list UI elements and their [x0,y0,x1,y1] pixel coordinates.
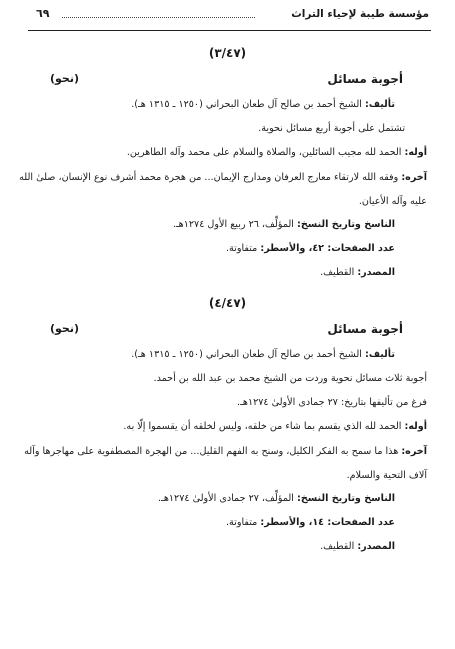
description-line: تشتمل على أجوبة أربع مسائل نحوية. [258,123,405,134]
entry-number: (٤/٤٧) [208,296,247,310]
source-label: المصدر: [357,267,395,278]
header-rule [28,30,431,31]
author-line [20,98,395,112]
copyist-value: المؤلِّف، ٢٧ جمادى الأولىٰ ١٢٧٤هـ. [157,493,294,504]
entry-category: (نحو) [50,72,80,85]
completion-line: فرغ من تأليفها بتاريخ: ٢٧ جمادى الأولىٰ ١٢٧٤هـ. [237,397,427,408]
entry-number: (٣/٤٧) [208,46,247,60]
incipit-line [20,146,427,160]
page-number: ٦٩ [36,7,50,20]
source-label: المصدر: [357,541,395,552]
incipit-label: أوله: [404,147,427,158]
pages-value: متفاوتة. [225,517,258,528]
source-line [20,266,395,280]
source-line [20,540,395,554]
pages-label: عدد الصفحات: ٤٢، والأسطر: [260,243,395,254]
author-line [20,348,395,362]
copyist-line [20,492,395,506]
copyist-label: الناسخ وتاريخ النسخ: [297,493,395,504]
author-value: الشيخ أحمد بن صالح آل طعان البحراني (١٢٥٠ ـ ١٣١٥ هـ). [131,349,362,360]
running-header-title: مؤسسة طيبة لإحياء التراث [291,8,429,20]
incipit-line [20,420,427,434]
author-label: تأليف: [365,349,395,360]
copyist-label: الناسخ وتاريخ النسخ: [297,219,395,230]
incipit-value: الحمد لله مجيب السائلين، والصلاة والسلام على محمد وآله الطاهرين. [126,147,402,158]
explicit-label: آخره: [401,172,427,183]
author-label: تأليف: [365,99,395,110]
copyist-value: المؤلِّف، ٢٦ ربيع الأول ١٢٧٤هـ. [172,219,294,230]
incipit-value: الحمد لله الذي يقسم بما شاء من خلقه، وليس لخلقه أن يقسموا إلّا به. [123,421,402,432]
source-value: القطيف. [320,267,355,278]
description-line: أجوبة ثلاث مسائل نحوية وردت من الشيخ محمد بن عبد الله بن أحمد. [153,373,427,384]
entry-title: أجوبة مسائل [327,322,403,336]
pages-line [20,242,395,256]
explicit-value: وفقه الله لارتقاء معارج العرفان ومدارج الإيمان... من هجرة محمد أشرف نوع الإنسان، صلىٰ الله عليه وآله الأعيان. [19,172,427,207]
entry-title: أجوبة مسائل [327,72,403,86]
copyist-line [20,218,395,232]
explicit-label: آخره: [401,446,427,457]
header-dotted-leader [62,17,255,18]
incipit-label: أوله: [404,421,427,432]
pages-value: متفاوتة. [225,243,258,254]
pages-label: عدد الصفحات: ١٤، والأسطر: [260,517,395,528]
explicit-value: هذا ما سمح به الفكر الكليل، وسنح به الفهم القليل... من الهجرة المصطفوية على مهاجرها وآله آلاف التحية والسلام. [24,446,427,481]
explicit-paragraph [18,166,427,214]
explicit-paragraph [18,440,427,488]
source-value: القطيف. [320,541,355,552]
author-value: الشيخ أحمد بن صالح آل طعان البحراني (١٢٥٠ ـ ١٣١٥ هـ). [131,99,362,110]
pages-line [20,516,395,530]
entry-category: (نحو) [50,322,80,335]
